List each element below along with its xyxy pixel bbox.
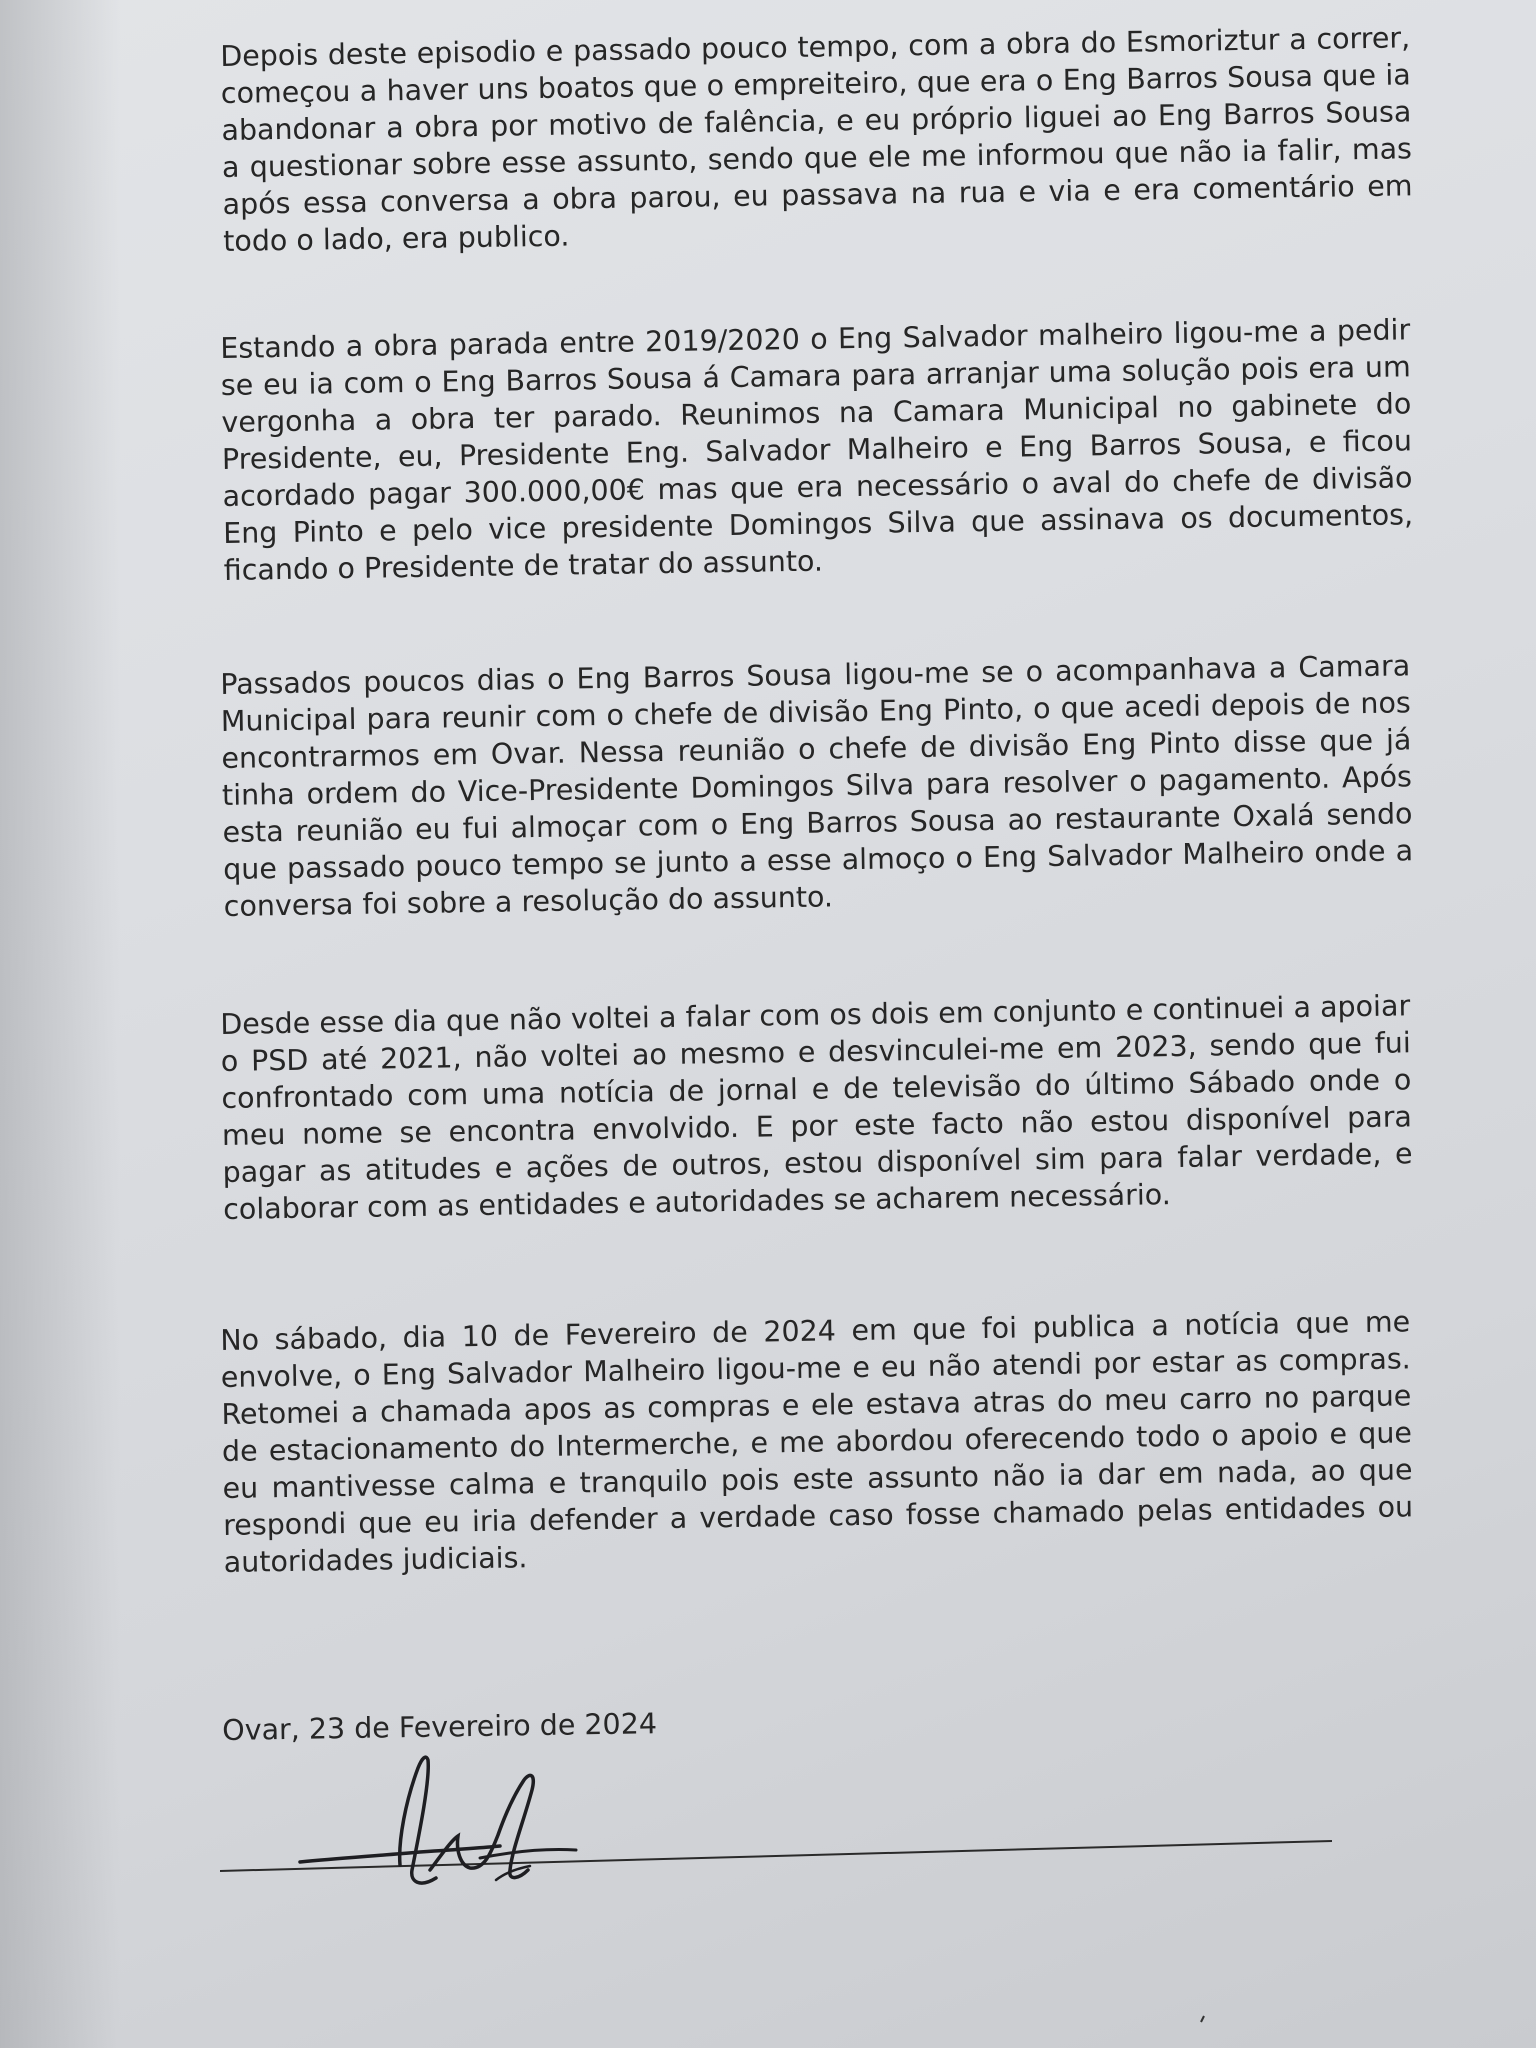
paragraph-1: Depois deste episodio e passado pouco tempo, com a obra do Esmoriztur a correr, começou a haver uns boatos que o empreiteiro, que era o Eng Barros Sousa que ia abandonar a obra por motivo de falência, e eu próprio liguei ao Eng Barros Sousa a questionar sobre esse assunto, sendo que ele me informou que não ia falir, mas após essa conversa a obra parou, eu passava na rua e via e era comentário em todo o lado, era publico. xyxy=(220,21,1413,258)
handwritten-signature xyxy=(280,1740,600,1900)
place-date: Ovar, 23 de Fevereiro de 2024 xyxy=(222,1707,658,1747)
paragraph-2: Estando a obra parada entre 2019/2020 o Eng Salvador malheiro ligou-me a pedir se eu ia com o Eng Barros Sousa á Camara para arranjar uma solução pois era um vergonha a obra ter parado. Reunimos na Camara Municipal no gabinete do Presidente, eu, Presidente Eng. Salvador Malheiro e Eng Barros Sousa, e ficou acordado pagar 300.000,00€ mas que era necessário o aval do chefe de divisão Eng Pinto e pelo vice presidente Domingos Silva que assinava os documentos, ficando o Presidente de tratar do assunto. xyxy=(220,313,1414,587)
paragraph-5: No sábado, dia 10 de Fevereiro de 2024 em que foi publica a notícia que me envolve, o Eng Salvador Malheiro ligou-me e eu não atendi por estar as compras. Retomei a chamada apos as compras e ele estava atras do meu carro no parque de estacionamento do Intermerche, e me abordou oferecendo todo o apoio e que eu mantivesse calma e tranquilo pois este assunto não ia dar em nada, ao que respondi que eu iria defender a verdade caso fosse chamado pelas entidades ou autoridades judiciais. xyxy=(220,1305,1414,1579)
paragraph-3: Passados poucos dias o Eng Barros Sousa ligou-me se o acompanhava a Camara Municipal para reunir com o chefe de divisão Eng Pinto, o que acedi depois de nos encontrarmos em Ovar. Nessa reunião o chefe de divisão Eng Pinto disse que já tinha ordem do Vice-Presidente Domingos Silva para resolver o pagamento. Após esta reunião eu fui almoçar com o Eng Barros Sousa ao restaurante Oxalá sendo que passado pouco tempo se junto a esse almoço o Eng Salvador Malheiro onde a conversa foi sobre a resolução do assunto. xyxy=(220,649,1414,923)
paragraph-4: Desde esse dia que não voltei a falar com os dois em conjunto e continuei a apoiar o PSD até 2021, não voltei ao mesmo e desvinculei-me em 2023, sendo que fui confrontado com uma notícia de jornal e de televisão do último Sábado onde o meu nome se encontra envolvido. E por este facto não estou disponível para pagar as atitudes e ações de outros, estou disponível sim para falar verdade, e colaborar com as entidades e autoridades se acharem necessário. xyxy=(220,989,1413,1226)
ink-mark xyxy=(1200,2015,1206,2023)
page-shadow xyxy=(0,0,120,2048)
